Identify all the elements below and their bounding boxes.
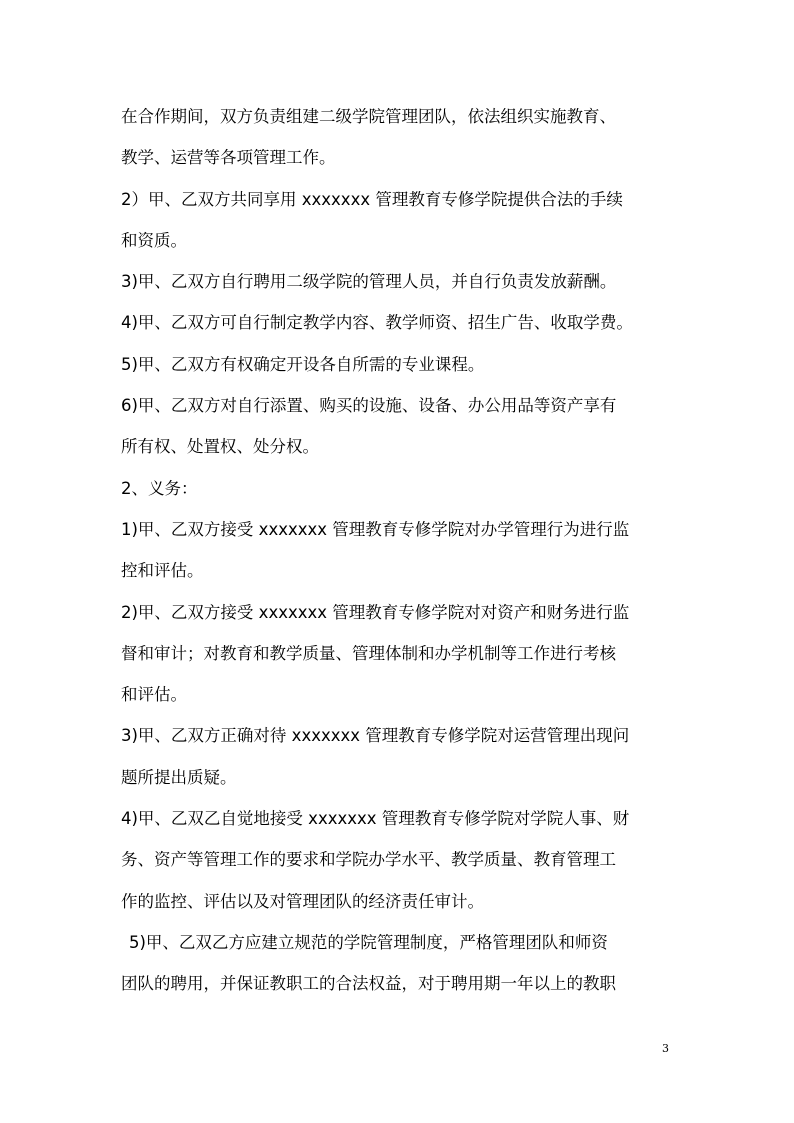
text-line: 控和评估。 — [121, 561, 204, 581]
text-line: 所有权、处置权、处分权。 — [121, 437, 319, 457]
text-line: 4)甲、乙双方可自行制定教学内容、教学师资、招生广告、收取学费。 — [121, 313, 633, 333]
document-body — [121, 96, 681, 1005]
text-line: 5)甲、乙双方有权确定开设各自所需的专业课程。 — [121, 354, 485, 374]
text-line: 5)甲、乙双乙方应建立规范的学院管理制度，严格管理团队和师资 — [129, 932, 608, 952]
text-line: 和资质。 — [121, 230, 187, 250]
text-line: 2）甲、乙双方共同享用 xxxxxxx 管理教育专修学院提供合法的手续 — [121, 189, 623, 209]
text-line: 1)甲、乙双方接受 xxxxxxx 管理教育专修学院对办学管理行为进行监 — [121, 519, 630, 539]
text-line: 3)甲、乙双方正确对待 xxxxxxx 管理教育专修学院对运营管理出现问 — [121, 726, 630, 746]
text-line: 3)甲、乙双方自行聘用二级学院的管理人员，并自行负责发放薪酬。 — [121, 272, 617, 292]
text-line: 在合作期间，双方负责组建二级学院管理团队，依法组织实施教育、 — [121, 107, 616, 126]
text-line: 作的监控、评估以及对管理团队的经济责任审计。 — [121, 891, 484, 911]
page-number: 3 — [662, 1042, 669, 1055]
text-line: 教学、运营等各项管理工作。 — [121, 148, 336, 168]
text-line: 督和审计；对教育和教学质量、管理体制和办学机制等工作进行考核 — [121, 643, 616, 663]
text-line: 团队的聘用，并保证教职工的合法权益，对于聘用期一年以上的教职 — [121, 974, 616, 994]
text-line: 务、资产等管理工作的要求和学院办学水平、教学质量、教育管理工 — [121, 850, 616, 870]
text-line: 2)甲、乙双方接受 xxxxxxx 管理教育专修学院对对资产和财务进行监 — [121, 602, 630, 622]
text-line: 6)甲、乙双方对自行添置、购买的设施、设备、办公用品等资产享有 — [121, 396, 617, 416]
text-line: 题所提出质疑。 — [121, 767, 237, 787]
text-line: 4)甲、乙双乙自觉地接受 xxxxxxx 管理教育专修学院对学院人事、财 — [121, 809, 630, 829]
section-heading: 2、义务： — [121, 478, 198, 498]
text-line: 和评估。 — [121, 685, 187, 705]
